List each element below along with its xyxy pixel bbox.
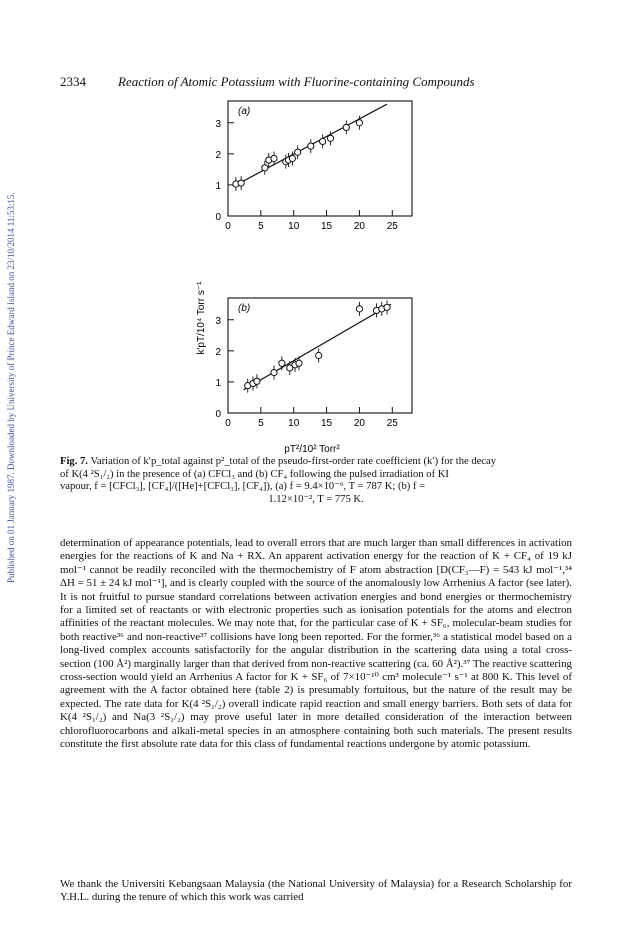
data-point	[327, 135, 333, 141]
panel-b	[215, 298, 412, 429]
x-tick-label: 5	[258, 418, 264, 429]
x-tick-label: 25	[386, 221, 398, 232]
y-tick-label: 2	[215, 346, 221, 358]
x-tick-label: 5	[258, 221, 264, 232]
data-point	[296, 360, 302, 366]
y-tick-label: 3	[215, 315, 221, 327]
data-point	[384, 304, 390, 310]
y-tick-label: 3	[215, 118, 221, 130]
y-axis-label: k′pT/10⁴ Torr s⁻¹	[196, 281, 207, 355]
page-number: 2334	[60, 74, 86, 89]
figure-caption	[60, 456, 572, 506]
caption-line-4: 1.12×10⁻², T = 775 K.	[268, 493, 364, 505]
x-axis-label: pT²/10² Torr²	[284, 444, 340, 455]
x-tick-label: 15	[321, 418, 333, 429]
body-paragraph-1: determination of appearance potentials, lead to overall errors that are much larger than small differences in activation energies for the reactions of K and Na + RX. An apparent activation energy for the reaction of K + CF₄ of 19 kJ mol⁻¹ cannot be readily reconciled with the thermochemistry of F atom abstraction [D(CF₃—F) = 543 kJ mol⁻¹,³⁴ ΔH = 51 ± 24 kJ mol⁻¹], and is clearly coupled with the source of the anomalously low Arrhenius A factor (see later). It is not fruitful to pursue standard correlations between activation energies and bond energies or thermochemistry for a limited set of reactants or with electronic properties such as ionisation potentials for the atoms and electron affinities of the reactant molecules. We may note that, for the particular case of K + SF₆, molecular-beam studies for both reactive³⁶ and non-reactive³⁷ collisions have long been reported. For the former,³⁶ a statistical model based on a long-lived complex accounts satisfactorily for the angular distribution in the scattering data using a total cross-section (100 Å²) marginally larger than that derived from non-reactive scattering (ca. 60 Å²).³⁷ The reactive scattering cross-section would yield an Arrhenius A factor for K + SF₆ of 7×10⁻¹⁰ cm³ molecule⁻¹ s⁻¹ at 800 K. This level of agreement with the A factor obtained here (table 2) is presumably fortuitous, but the nature of the result may be expected. The rate data for K(4 ²S₁/₂) overall indicate rapid reaction and small energy barriers. Both sets of data for K(4 ²S₁/₂) and Na(3 ²S₁/₂) may prove useful later in more detailed consideration of the interaction between chlorofluorocarbons and alkali-metal species in an atmosphere containing both such materials. The present results constitute the first absolute rate data for this class of fundamental reactions undergone by atomic potassium.	[60, 537, 572, 751]
data-point	[343, 124, 349, 130]
data-point	[271, 155, 277, 161]
download-watermark: Published on 01 January 1987. Downloaded by University of Prince Edward Island on 23/10/2014 11:53:15.	[6, 192, 16, 583]
x-tick-label: 15	[321, 221, 333, 232]
x-tick-label: 0	[225, 418, 231, 429]
figure-7	[0, 0, 624, 460]
x-tick-label: 20	[353, 221, 365, 232]
data-point	[316, 352, 322, 358]
data-point	[238, 180, 244, 186]
x-tick-label: 25	[386, 418, 398, 429]
x-tick-label: 10	[288, 418, 300, 429]
data-point	[320, 138, 326, 144]
caption-line-1: Variation of k′p_total against p²_total of the pseudo-first-order rate coefficient (k′) for the decay	[90, 456, 497, 467]
fit-line	[244, 304, 391, 389]
body-paragraph-2: We thank the Universiti Kebangsaan Malaysia (the National University of Malaysia) for a Research Scholarship for Y.H.L. during the tenure of which this work was carried	[60, 878, 572, 904]
y-tick-label: 0	[215, 409, 221, 420]
panel-label: (b)	[238, 303, 251, 314]
data-point	[295, 149, 301, 155]
y-tick-label: 0	[215, 212, 221, 223]
y-tick-label: 1	[215, 377, 221, 389]
x-tick-label: 20	[353, 418, 365, 429]
data-point	[279, 360, 285, 366]
x-tick-label: 10	[288, 221, 300, 232]
y-tick-label: 1	[215, 180, 221, 192]
running-title: Reaction of Atomic Potassium with Fluorine-containing Compounds	[118, 74, 475, 89]
caption-line-2: of K(4 ²S₁/₂) in the presence of (a) CFCl₃ and (b) CF₄ following the pulsed irradiation of KI	[60, 468, 449, 480]
data-point	[289, 155, 295, 161]
panel-label: (a)	[238, 106, 251, 117]
panel-a	[215, 101, 412, 232]
data-point	[356, 306, 362, 312]
data-point	[254, 378, 260, 384]
caption-label: Fig. 7.	[60, 456, 88, 467]
x-tick-label: 0	[225, 221, 231, 232]
data-point	[308, 143, 314, 149]
data-point	[356, 120, 362, 126]
data-point	[262, 165, 268, 171]
caption-line-3: vapour, f = [CFCl₃], [CF₄]/([He]+[CFCl₃], [CF₄]), (a) f = 9.4×10⁻⁶, T = 787 K; (b) f =	[60, 481, 426, 493]
plot-frame	[228, 101, 412, 216]
y-tick-label: 2	[215, 149, 221, 161]
data-point	[271, 369, 277, 375]
